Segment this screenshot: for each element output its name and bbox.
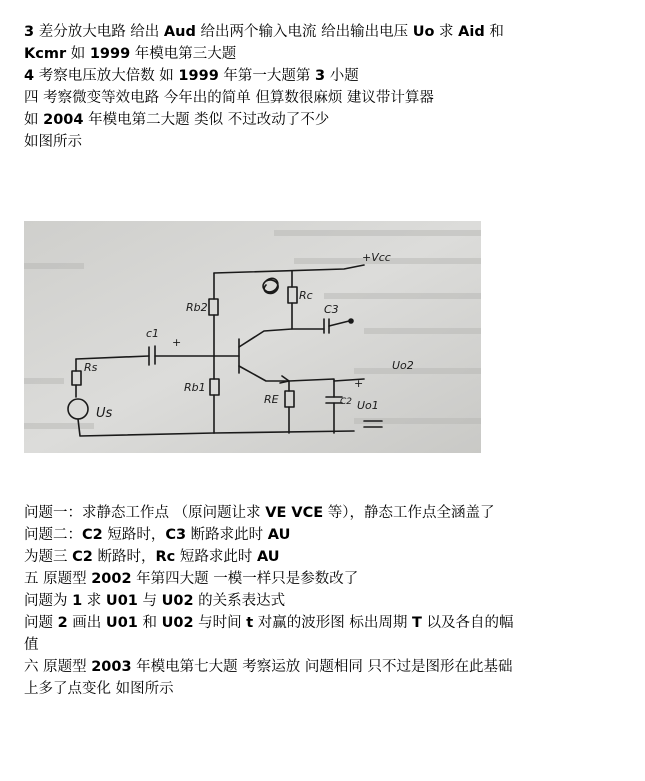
line-bottom-6: 问题 2 画出 U01 和 U02 与时间 t 对赢的波形图 标出周期 T 以及各自的幅 <box>24 615 514 631</box>
label-rc: Rc <box>299 289 313 302</box>
line-top-1: 3 差分放大电路 给出 Aud 给出两个输入电流 给出输出电压 Uo 求 Aid 和 <box>24 24 504 40</box>
line-top-5: 如 2004 年模电第二大题 类似 不过改动了不少 <box>24 112 330 128</box>
line-top-6: 如图所示 <box>24 134 82 150</box>
line-top-4: 四 考察微变等效电路 今年出的简单 但算数很麻烦 建议带计算器 <box>24 90 434 106</box>
label-us: Us <box>96 406 113 421</box>
line-bottom-1: 问题一：求静态工作点 （原问题让求 VE VCE 等），静态工作点全涵盖了 <box>24 505 495 521</box>
label-plus-c1: + <box>172 336 182 349</box>
label-plus-c2: + <box>354 377 364 390</box>
label-c1: c1 <box>146 327 160 340</box>
label-rb2: Rb2 <box>186 301 208 314</box>
line-top-2: Kcmr 如 1999 年模电第三大题 <box>24 46 237 62</box>
circuit-photo <box>24 221 481 453</box>
label-rs: Rs <box>84 361 98 374</box>
line-bottom-3: 为题三 C2 断路时，Rc 短路求此时 AU <box>24 549 280 565</box>
circuit-diagram <box>24 221 481 453</box>
label-c3: C3 <box>324 303 339 316</box>
label-uo2: Uo2 <box>392 359 414 372</box>
label-c2: C2 <box>340 397 353 407</box>
label-re: RE <box>264 393 279 406</box>
line-bottom-9: 上多了点变化 如图所示 <box>24 681 174 697</box>
line-bottom-2: 问题二：C2 短路时，C3 断路求此时 AU <box>24 527 291 543</box>
label-vcc: +Vcc <box>362 251 391 264</box>
line-bottom-8: 六 原题型 2003 年模电第七大题 考察运放 问题相同 只不过是图形在此基础 <box>24 659 513 675</box>
line-bottom-4: 五 原题型 2002 年第四大题 一模一样只是参数改了 <box>24 571 359 587</box>
line-bottom-7: 值 <box>24 637 39 653</box>
line-top-3: 4 考察电压放大倍数 如 1999 年第一大题第 3 小题 <box>24 68 359 84</box>
line-bottom-5: 问题为 1 求 U01 与 U02 的关系表达式 <box>24 593 286 609</box>
label-uo1: Uo1 <box>357 399 379 412</box>
label-rb1: Rb1 <box>184 381 206 394</box>
